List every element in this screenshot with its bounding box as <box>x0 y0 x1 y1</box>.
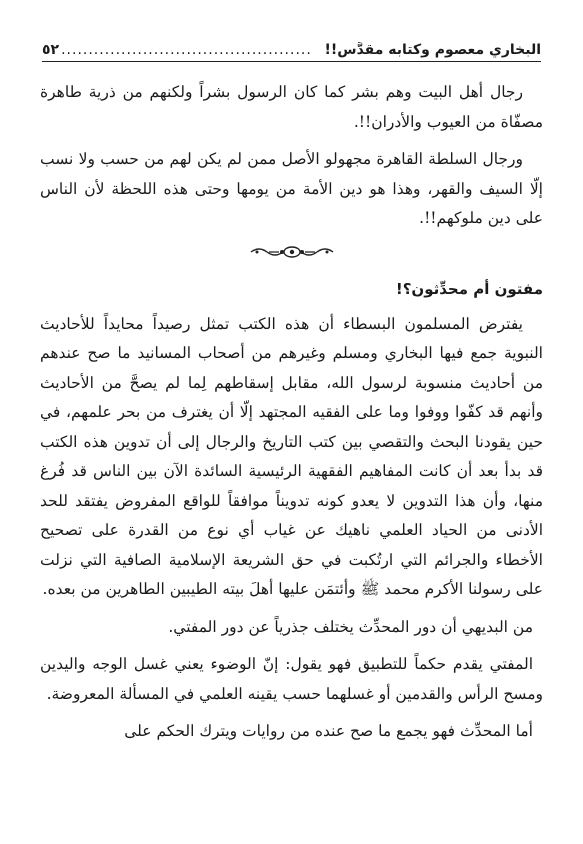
running-header-title: البخاري معصوم وكتابه مقدَّس!! <box>324 42 541 58</box>
section-heading: مفتون أم محدِّثون؟! <box>395 279 543 298</box>
paragraph-6: أما المحدِّث فهو يجمع ما صح عنده من روايات ويترك الحكم على <box>124 722 533 740</box>
paragraph-2: ورجال السلطة القاهرة مجهولو الأصل ممن لم يكن لهم من حسب ولا نسب إلّا السيف والقهر، وهذا هو دين الأمة من يومها وحتى هذه اللحظة لأن الناس على دين ملوكهم!!. <box>40 150 543 227</box>
running-header-leader-dots: .............................................. <box>61 42 312 58</box>
ornament-divider <box>40 242 543 270</box>
paragraph-4: من البديهي أن دور المحدِّث يختلف جذرياً عن دور المفتي. <box>168 617 533 636</box>
paragraph-1: رجال أهل البيت وهم بشر كما كان الرسول بشراً ولكنهم من ذرية طاهرة مصفّاة من العيوب والأدران!!. <box>40 83 543 131</box>
page-number: ٥٢ <box>42 42 60 58</box>
ornament-divider-icon <box>249 242 335 262</box>
paragraph-5: المفتي يقدم حكماً للتطبيق فهو يقول: إنّ الوضوء يعني غسل الوجه واليدين ومسح الرأس والقدمين أو غسلهما حسب يقينه العلمي في المسألة المعروضة. <box>40 655 543 703</box>
paragraph-3: يفترض المسلمون البسطاء أن هذه الكتب تمثل رصيداً محايداً للأحاديث النبوية جمع فيها البخاري ومسلم وغيرهم من أصحاب المسانيد ما صح عندهم من أحاديث منسوبة لرسول الله، مقابل إسقاطهم لِما لم يصحَّ من الأحاديث وأنهم قد كفّوا ووفوا وما على الفقيه المجتهد إلّا أن يغترف من بحر علمهم، في حين يقودنا البحث والتقصي بين كتب التاريخ والرجال إلى أن تدوين هذه الكتب قد بدأ بعد أن كانت المفاهيم الفقهية الرئيسية السائدة الآن بين الناس قد فُرغ منها، وأن هذا التدوين لا يعدو كونه تدويناً موافقاً للواقع المفروض يفتقد للحد الأدنى من الحياد العلمي ناهيك عن غياب أي نوع من القدرة على تصحيح الأخطاء والجرائم التي ارتُكبت في حق الشريعة الإسلامية الصافية التي نزلت على رسولنا الأكرم محمد ﷺ وأئتمَن عليها أهلَ بيته الطيبين الطاهرين من بعده. <box>40 314 543 598</box>
page-body <box>40 78 543 755</box>
running-header <box>42 36 541 62</box>
